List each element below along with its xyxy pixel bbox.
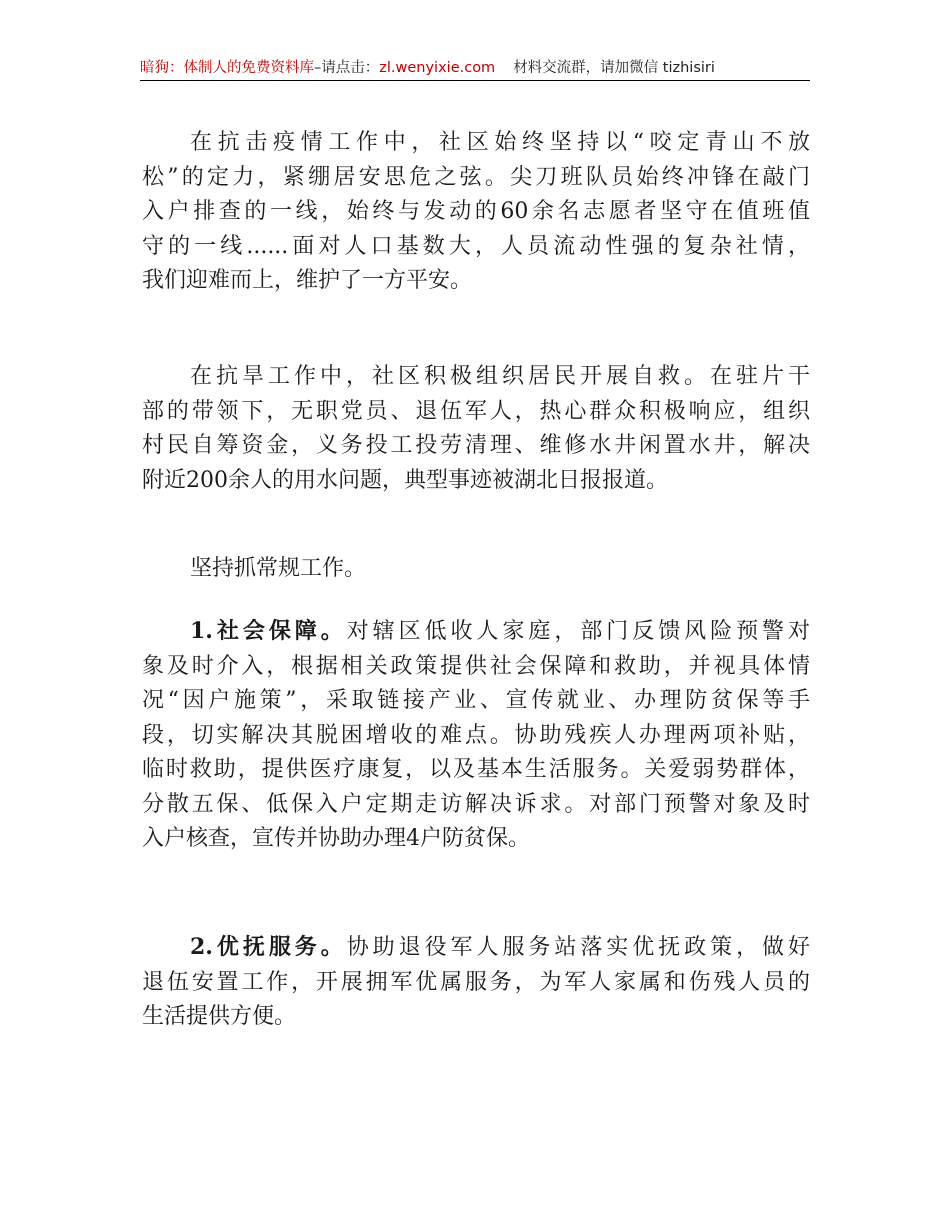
text-line: 附近200余人的用水问题，典型事迹被湖北日报报道。 <box>142 467 668 493</box>
text-line: 分散五保、低保入户定期走访解决诉求。对部门预警对象及时 <box>142 791 810 817</box>
paragraph-epidemic <box>142 126 810 299</box>
text-line: 入户核查，宣传并协助办理4户防贫保。 <box>142 826 530 851</box>
text-line: 退伍安置工作，开展拥军优属服务，为军人家属和伤残人员的 <box>142 969 810 995</box>
section-heading: 2.优抚服务。 <box>190 934 347 960</box>
text-line: 1.社会保障。对辖区低收人家庭，部门反馈风险预警对 <box>190 618 810 644</box>
section-heading: 1.社会保障。 <box>190 618 347 644</box>
page-header <box>140 56 810 81</box>
text-line: 松”的定力，紧绷居安思危之弦。尖刀班队员始终冲锋在敲门 <box>142 164 810 190</box>
paragraph-special-care <box>142 930 810 1035</box>
header-group-info: 材料交流群，请加微信 tizhisiri <box>513 60 715 76</box>
paragraph-social-security <box>142 614 810 857</box>
paragraph-routine <box>142 552 810 587</box>
text-line: 段，切实解决其脱困增收的难点。协助残疾人办理两项补贴， <box>142 722 810 748</box>
text-line: 在抗旱工作中，社区积极组织居民开展自救。在驻片干 <box>190 364 810 389</box>
header-link-prompt: –请点击： <box>314 60 380 76</box>
header-url-link[interactable]: zl.wenyixie.com <box>379 60 496 76</box>
text-line: 况“因户施策”，采取链接产业、宣传就业、办理防贫保等手 <box>142 688 810 713</box>
text-line: 入户排查的一线，始终与发动的60余名志愿者坚守在值班值 <box>142 199 810 224</box>
text-line: 部的带领下，无职党员、退伍军人，热心群众积极响应，组织 <box>142 398 810 424</box>
text-line: 我们迎难而上，维护了一方平安。 <box>142 268 473 293</box>
text-line: 生活提供方便。 <box>142 1004 297 1029</box>
text-line: 2.优抚服务。协助退役军人服务站落实优抚政策，做好 <box>190 934 810 960</box>
header-brand: 暗狗：体制人的免费资料库 <box>140 60 314 76</box>
text-line: 坚持抓常规工作。 <box>190 556 367 581</box>
text-line: 村民自筹资金，义务投工投劳清理、维修水井闲置水井，解决 <box>142 433 810 458</box>
paragraph-drought <box>142 360 810 498</box>
text-line: 象及时介入，根据相关政策提供社会保障和救助，并视具体情 <box>142 653 810 679</box>
text-line: 在抗击疫情工作中，社区始终坚持以“咬定青山不放 <box>190 130 810 155</box>
text-line: 临时救助，提供医疗康复，以及基本生活服务。关爱弱势群体， <box>142 757 810 782</box>
text-line: 守的一线......面对人口基数大，人员流动性强的复杂社情， <box>142 233 810 259</box>
